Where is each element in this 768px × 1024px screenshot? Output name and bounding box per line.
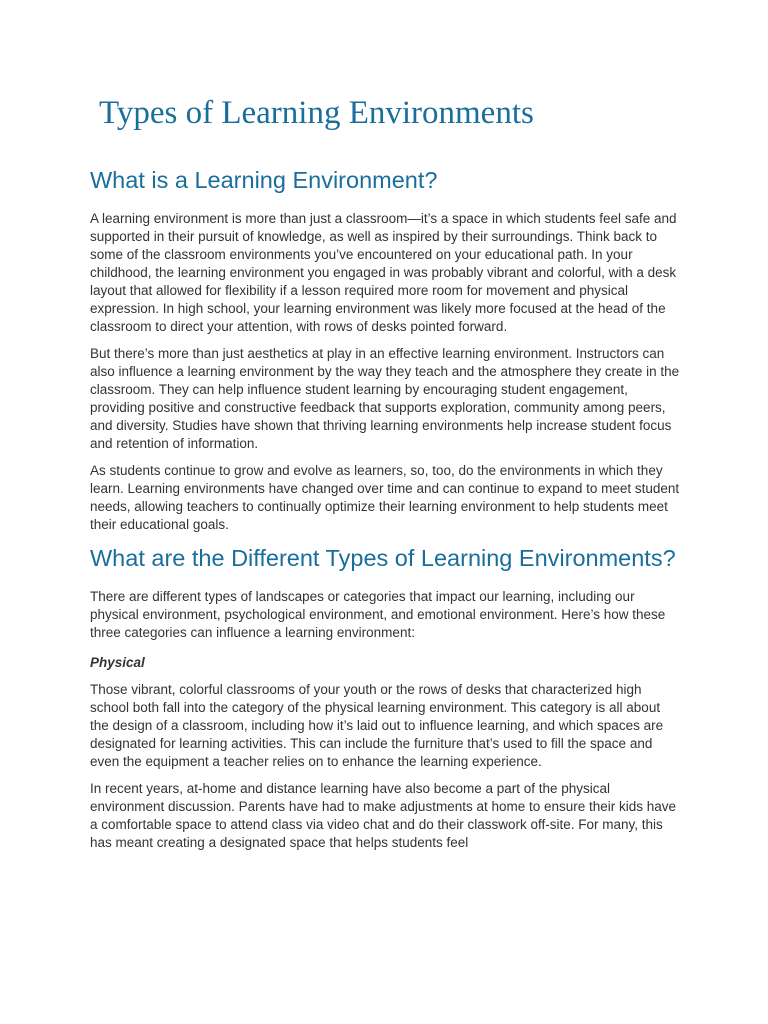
- paragraph: But there’s more than just aesthetics at play in an effective learning environment. Instructors can also influence a learning environment by the way they teach and the atmosphere they create in the classroom. They can help influence student learning by encouraging student engagement, providing positive and constructive feedback that supports exploration, community among peers, and diversity. Studies have shown that thriving learning environments help increase student focus and retention of information.: [90, 346, 680, 451]
- paragraph: In recent years, at-home and distance learning have also become a part of the physical environment discussion. Parents have had to make adjustments at home to ensure their kids have a comfortable space to attend class via video chat and do their classwork off-site. For many, this has meant creating a designated space that helps students feel: [90, 781, 677, 850]
- paragraph: A learning environment is more than just a classroom—it’s a space in which students feel safe and supported in their pursuit of knowledge, as well as inspired by their surroundings. Think back to some of the classroom environments you’ve encountered on your educational path. In your childhood, the learning environment you engaged in was probably vibrant and colorful, with a desk layout that allowed for flexibility if a lesson required more room for movement and physical expression. In high school, your learning environment was likely more focused at the head of the classroom to direct your attention, with rows of desks pointed forward.: [90, 211, 677, 334]
- subheading-physical: Physical: [90, 655, 145, 670]
- paragraph: Those vibrant, colorful classrooms of your youth or the rows of desks that characterized high school both fall into the category of the physical learning environment. This category is all about the design of a classroom, including how it’s laid out to influence learning, and which spaces are designated for learning activities. This can include the furniture that’s used to fill the space and even the equipment a teacher relies on to enhance the learning experience.: [90, 682, 664, 769]
- section-heading-types: What are the Different Types of Learning Environments?: [90, 545, 676, 571]
- paragraph-intro: There are different types of landscapes or categories that impact our learning, including our physical environment, psychological environment, and emotional environment. Here’s how these three categories can influence a learning environment:: [90, 589, 666, 640]
- paragraph: As students continue to grow and evolve as learners, so, too, do the environments in which they learn. Learning environments have changed over time and can continue to expand to meet student needs, allowing teachers to continually optimize their learning environment to help students meet their educational goals.: [90, 463, 680, 532]
- document-body: [90, 165, 680, 861]
- document-title: Types of Learning Environments: [99, 95, 534, 131]
- section-heading-what-is: What is a Learning Environment?: [90, 167, 438, 193]
